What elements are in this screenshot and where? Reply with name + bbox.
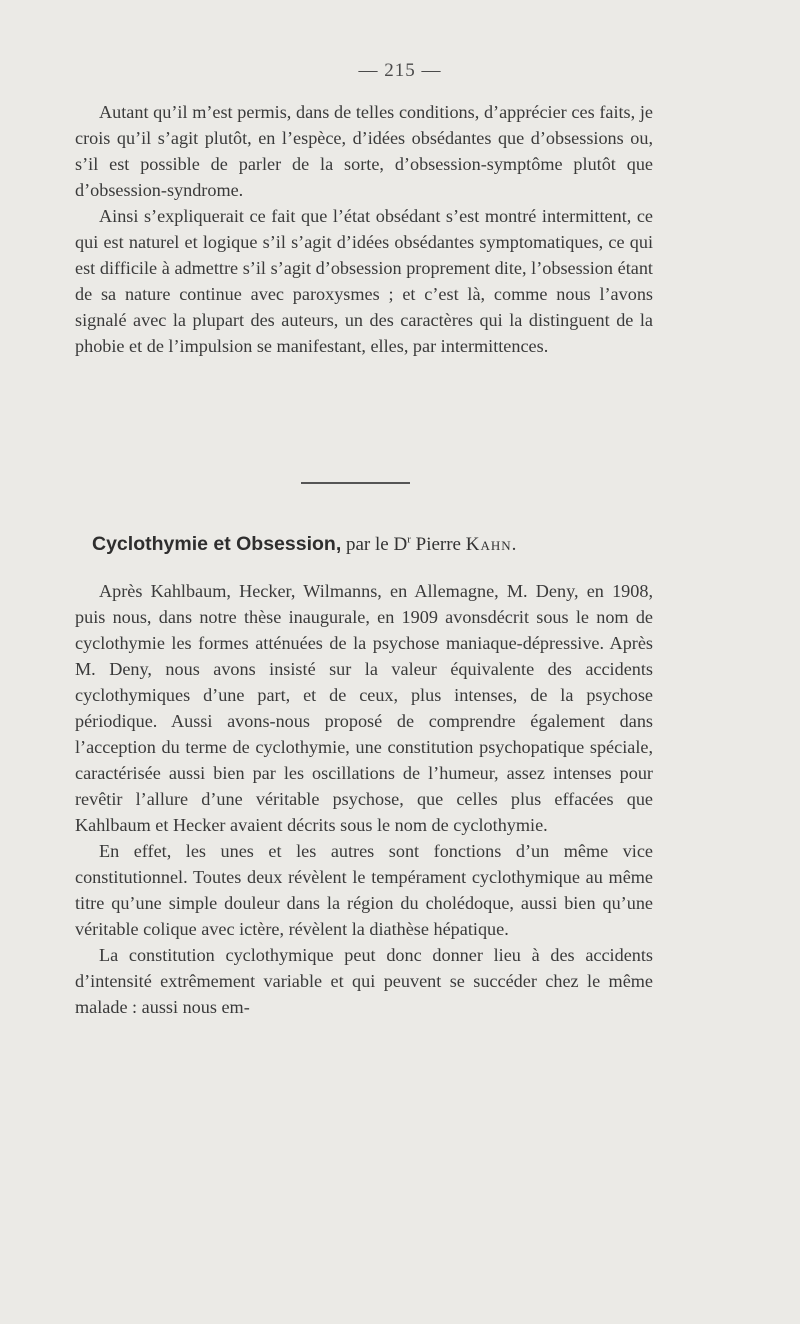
section-text-block: [75, 578, 653, 1020]
paragraph: La constitution cyclothymique peut donc donner lieu à des accidents d’intensité extrêmement variable et qui peuvent se succéder chez le même malade : aussi nous em-: [75, 945, 653, 1017]
paragraph: En effet, les unes et les autres sont fonctions d’un même vice constitutionnel. Toutes deux révèlent le tempérament cyclothymique au même titre qu’une simple douleur dans la région du cholédoque, aussi bien qu’une véritable colique avec ictère, révèlent la diathèse hépatique.: [75, 841, 653, 939]
byline-prefix: par le D: [346, 534, 408, 555]
paragraph: Après Kahlbaum, Hecker, Wilmanns, en Allemagne, M. Deny, en 1908, puis nous, dans notre thèse inaugurale, en 1909 avonsdécrit sous le nom de cyclothymie les formes atténuées de la psychose maniaque-dépressive. Après M. Deny, nous avons insisté sur la valeur équivalente des accidents cyclothymiques d’une part, et de ceux, plus intenses, de la psychose périodique. Aussi avons-nous proposé de comprendre également dans l’acception du terme de cyclothymie, une constitution psychopatique spéciale, caractérisée aussi bien par les oscillations de l’humeur, assez intenses pour revêtir l’allure d’une véritable psychose, que celles plus effacées que Kahlbaum et Hecker avaient décrits sous le nom de cyclothymie.: [75, 581, 653, 835]
author-first-name: Pierre: [415, 534, 461, 555]
author-surname: Kahn.: [465, 534, 518, 555]
section-divider: [301, 482, 410, 484]
page-number: — 215 —: [358, 60, 442, 81]
intro-text-block: [75, 99, 653, 359]
paragraph: Autant qu’il m’est permis, dans de telles conditions, d’apprécier ces faits, je crois qu’il s’agit plutôt, en l’espèce, d’idées obsédantes que d’obsessions ou, s’il est possible de parler de la sorte, d’obsession-symptôme plutôt que d’obsession-syndrome.: [75, 102, 653, 200]
section-title: Cyclothymie et Obsession,: [92, 533, 342, 555]
section-heading: [92, 531, 712, 558]
paragraph: Ainsi s’expliquerait ce fait que l’état obsédant s’est montré intermittent, ce qui est naturel et logique s’il s’agit d’idées obsédantes symptomatiques, ce qui est difficile à admettre s’il s’agit d’obsession proprement dite, l’obsession étant de sa nature continue avec paroxysmes ; et c’est là, comme nous l’avons signalé avec la plupart des auteurs, un des caractères qui la distinguent de la phobie et de l’impulsion se manifestant, elles, par intermittences.: [75, 206, 653, 356]
byline-superscript: r: [407, 533, 411, 546]
